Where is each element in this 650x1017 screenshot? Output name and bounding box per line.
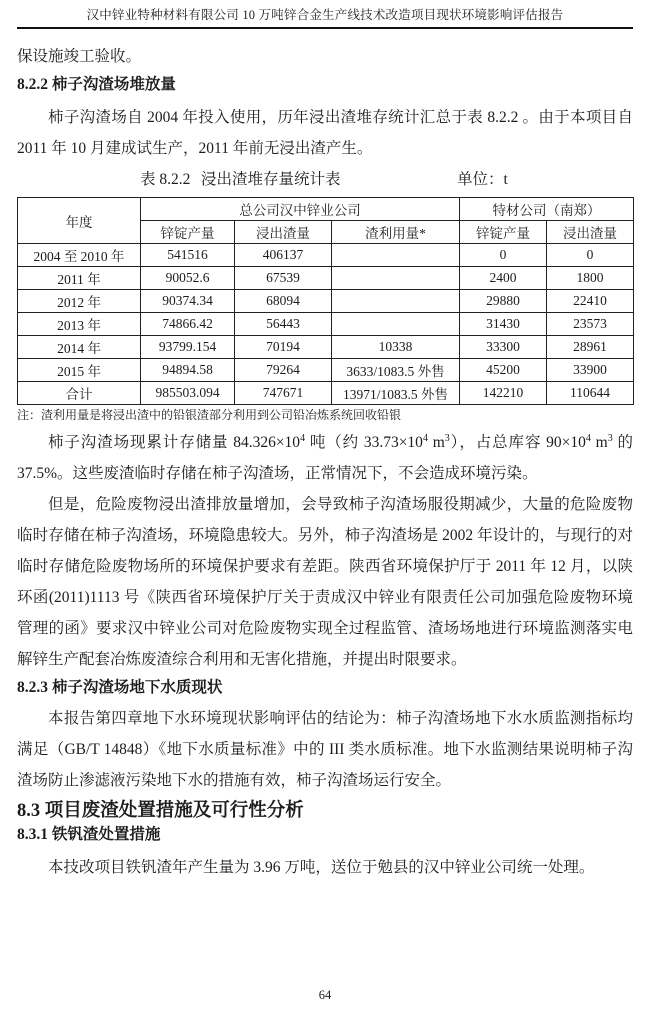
col-header-year: 年度	[18, 198, 141, 244]
sub-header-residue-utilized: 渣利用量*	[332, 221, 460, 244]
storage-text-segment: 的 37.5%。这些废渣临时存储在柿子沟渣场，正常情况下，不会造成环境污染。	[17, 434, 633, 482]
cell: 45200	[460, 359, 547, 382]
table-header-row-groups	[18, 198, 634, 221]
heading-8-3-1: 8.3.1 铁钒渣处置措施	[17, 826, 161, 843]
table-row	[18, 290, 634, 313]
cell	[332, 313, 460, 336]
cell: 22410	[547, 290, 634, 313]
cell: 31430	[460, 313, 547, 336]
cell: 541516	[141, 244, 235, 267]
cell: 94894.58	[141, 359, 235, 382]
cell: 90052.6	[141, 267, 235, 290]
page-number: 64	[318, 988, 332, 1002]
cell: 90374.34	[141, 290, 235, 313]
superscript: 3	[607, 432, 613, 444]
table-caption-title: 浸出渣堆存量统计表	[201, 171, 341, 188]
table-row	[18, 359, 634, 382]
table-row-total	[18, 382, 634, 405]
cell: 10338	[332, 336, 460, 359]
sub-header-leach-residue-hq: 浸出渣量	[235, 221, 332, 244]
cell: 28961	[547, 336, 634, 359]
cell: 56443	[235, 313, 332, 336]
cell: 142210	[460, 382, 547, 405]
cell: 70194	[235, 336, 332, 359]
paragraph-intro: 保设施竣工验收。	[17, 48, 142, 65]
cell: 1800	[547, 267, 634, 290]
cell: 93799.154	[141, 336, 235, 359]
superscript: 4	[300, 432, 306, 444]
table-row	[18, 336, 634, 359]
cell-year: 2013 年	[18, 313, 141, 336]
table-row	[18, 244, 634, 267]
table-caption	[17, 164, 633, 195]
heading-8-3: 8.3 项目废渣处置措施及可行性分析	[17, 801, 304, 821]
cell: 0	[460, 244, 547, 267]
cell: 0	[547, 244, 634, 267]
group-header-special-materials: 特材公司（南郑）	[460, 198, 634, 221]
storage-text-segment: m	[427, 434, 445, 451]
heading-8-2-3: 8.2.3 柿子沟渣场地下水质现状	[17, 679, 223, 696]
cell: 13971/1083.5 外售	[332, 382, 460, 405]
sub-header-zinc-output-hq: 锌锭产量	[141, 221, 235, 244]
table-footnote: 注：渣利用量是将浸出渣中的铅银渣部分利用到公司铅冶炼系统回收铅银	[17, 408, 402, 422]
paragraph-groundwater: 本报告第四章地下水环境现状影响评估的结论为：柿子沟渣场地下水水质监测指标均满足（GB/T 14848）《地下水质量标准》中的 III 类水质标准。地下水监测结果说明柿子沟渣场防止渗滤液污染地下水的措施有效，柿子沟渣场运行安全。	[17, 710, 633, 789]
cell: 29880	[460, 290, 547, 313]
table-row	[18, 313, 634, 336]
cell	[332, 267, 460, 290]
group-header-headquarters: 总公司汉中锌业公司	[141, 198, 460, 221]
cell: 406137	[235, 244, 332, 267]
cell: 3633/1083.5 外售	[332, 359, 460, 382]
storage-text-segment: 柿子沟渣场现累计存储量 84.326×10	[48, 434, 301, 451]
cell	[332, 244, 460, 267]
cell: 33900	[547, 359, 634, 382]
cell-year: 2014 年	[18, 336, 141, 359]
page-header-title: 汉中锌业特种材料有限公司 10 万吨锌合金生产线技术改造项目现状环境影响评估报告	[86, 8, 564, 22]
storage-text-segment: ），占总库容 90×10	[449, 434, 586, 451]
cell-year: 2015 年	[18, 359, 141, 382]
cell-total-label: 合计	[18, 382, 141, 405]
storage-text-segment: m	[590, 434, 608, 451]
cell: 985503.094	[141, 382, 235, 405]
cell: 67539	[235, 267, 332, 290]
paragraph-risk: 但是，危险废物浸出渣排放量增加，会导致柿子沟渣场服役期减少，大量的危险废物临时存储在柿子沟渣场，环境隐患较大。另外，柿子沟渣场是 2002 年设计的，与现行的对临时存储危险废物场所的环境保护要求有差距。陕西省环境保护厅于 2011 年 12 月，以陕环函(2011)1113 号《陕西省环境保护厅关于责成汉中锌业有限责任公司加强危险废物环境管理的函》要求汉中锌业公司对危险废物实现全过程监管、渣场场地进行环境监测落实电解锌生产配套冶炼废渣综合利用和无害化措施，并提出时限要求。	[17, 496, 633, 668]
storage-text-segment: 吨（约 33.73×10	[305, 434, 423, 451]
cell: 79264	[235, 359, 332, 382]
superscript: 3	[444, 432, 450, 444]
heading-8-2-2: 8.2.2 柿子沟渣场堆放量	[17, 76, 176, 93]
superscript: 4	[422, 432, 428, 444]
cell: 2400	[460, 267, 547, 290]
cell	[332, 290, 460, 313]
leach-residue-table	[17, 197, 634, 405]
cell: 68094	[235, 290, 332, 313]
cell: 747671	[235, 382, 332, 405]
paragraph-8-2-2: 柿子沟渣场自 2004 年投入使用，历年浸出渣堆存统计汇总于表 8.2.2 。由于本项目自 2011 年 10 月建成试生产，2011 年前无浸出渣产生。	[17, 109, 633, 157]
table-row	[18, 267, 634, 290]
cell-year: 2011 年	[18, 267, 141, 290]
superscript: 4	[585, 432, 591, 444]
cell: 74866.42	[141, 313, 235, 336]
cell-year: 2004 至 2010 年	[18, 244, 141, 267]
cell-year: 2012 年	[18, 290, 141, 313]
cell: 110644	[547, 382, 634, 405]
sub-header-zinc-output-sm: 锌锭产量	[460, 221, 547, 244]
sub-header-leach-residue-sm: 浸出渣量	[547, 221, 634, 244]
cell: 23573	[547, 313, 634, 336]
table-caption-label: 表 8.2.2	[140, 171, 191, 188]
paragraph-iron-vanadium-slag: 本技改项目铁钒渣年产生量为 3.96 万吨，送位于勉县的汉中锌业公司统一处理。	[48, 859, 595, 876]
paragraph-storage-capacity	[17, 427, 633, 489]
header-divider	[17, 27, 633, 29]
cell: 33300	[460, 336, 547, 359]
table-caption-unit: 单位：t	[457, 171, 508, 188]
